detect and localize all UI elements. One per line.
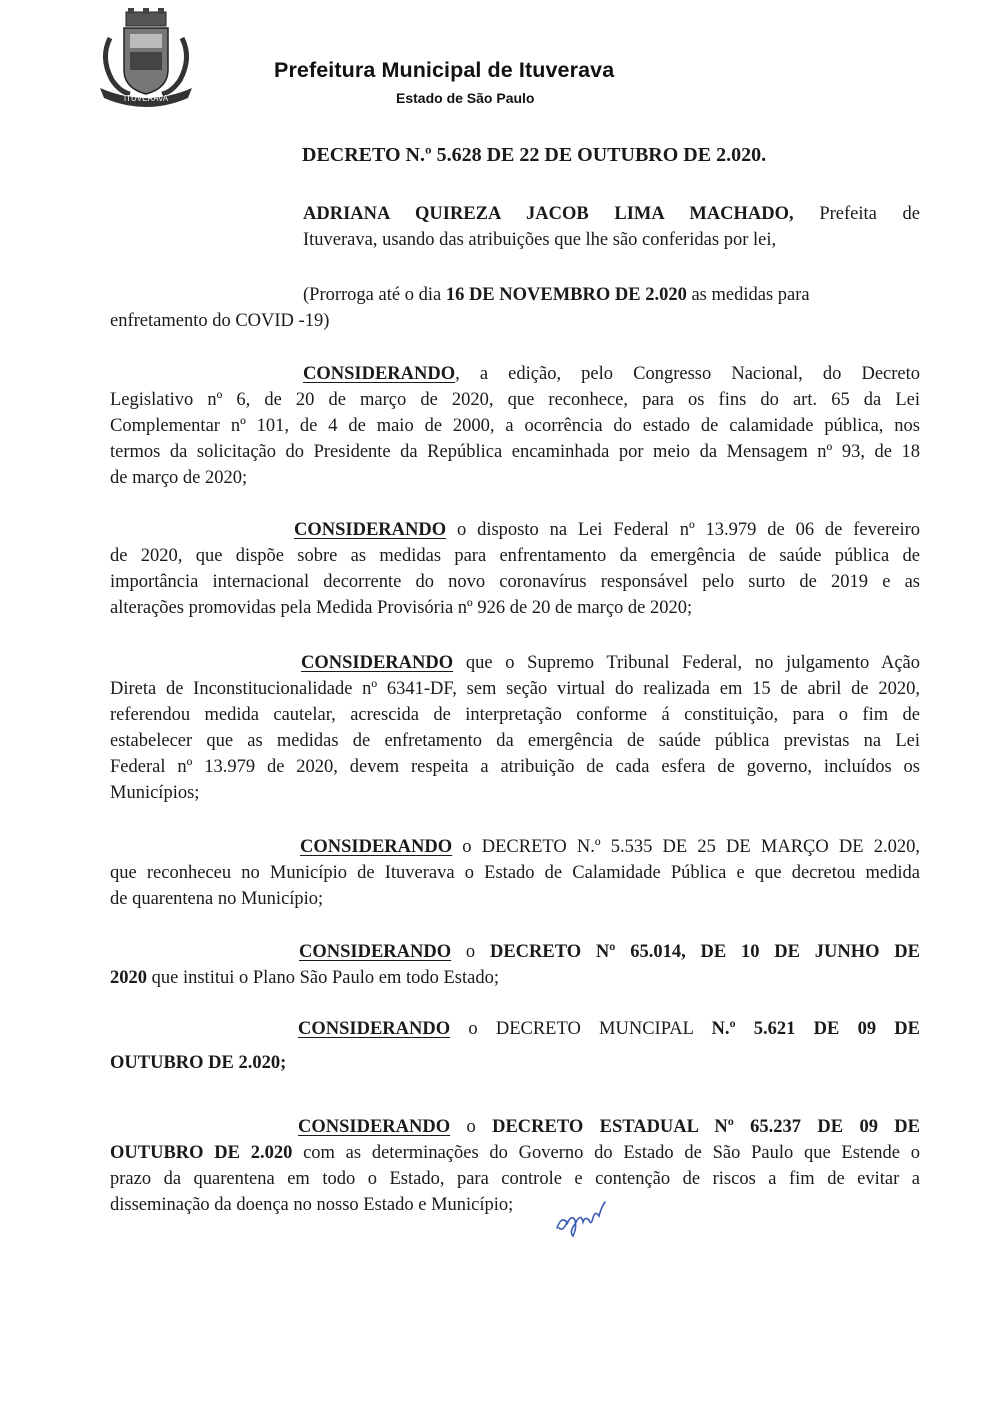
handwritten-initials-signature bbox=[553, 1198, 613, 1238]
svg-text:ITUVERAVA: ITUVERAVA bbox=[123, 94, 169, 103]
considerando-paragraph-2: CONSIDERANDO o disposto na Lei Federal nº 13.979 de 06 de fevereiro de 2020, que dispõe sobre as medidas para enfrentamento da emergência de saúde pública de importância internacional decorrente do novo coronavírus responsável pelo surto de 2019 e as alterações promovidas pela Medida Provisória nº 926 de 20 de março de 2020; bbox=[110, 520, 920, 618]
considerando-paragraph-3: CONSIDERANDO que o Supremo Tribunal Federal, no julgamento Ação Direta de Inconstitucionalidade nº 6341-DF, sem seção virtual do realizada em 15 de abril de 2020, referendou medida cautelar, acrescida de interpretação conforme á constituição, para o fim de estabelecer que as medidas de enfretamento da emergência de saúde pública previstas na Lei Federal nº 13.979 de 2020, devem respeita a atribuição de cada esfera de governo, incluídos os Municípios; bbox=[110, 653, 920, 803]
considerando-paragraph-5: CONSIDERANDO o DECRETO Nº 65.014, DE 10 DE JUNHO DE 2020 que institui o Plano São Paulo em todo Estado; bbox=[110, 942, 920, 988]
intro-paragraph: ADRIANA QUIREZA JACOB LIMA MACHADO, Prefeita de Ituverava, usando das atribuições que lhe são conferidas por lei, bbox=[303, 204, 920, 250]
considerando-paragraph-7: CONSIDERANDO o DECRETO ESTADUAL Nº 65.237 DE 09 DE OUTUBRO DE 2.020 com as determinações do Governo do Estado de São Paulo que Estende o prazo da quarentena em todo o Estado, para controle e contenção de riscos a fim de evitar a disseminação da doença no nosso Estado e Município; bbox=[110, 1117, 921, 1215]
organization-state: Estado de São Paulo bbox=[396, 90, 535, 106]
considerando-paragraph-6: CONSIDERANDO o DECRETO MUNCIPAL N.º 5.621 DE 09 DE OUTUBRO DE 2.020; bbox=[110, 1019, 920, 1073]
mayor-name: ADRIANA QUIREZA JACOB LIMA MACHADO, bbox=[303, 204, 794, 224]
considerando-paragraph-1: CONSIDERANDO, a edição, pelo Congresso Nacional, do Decreto Legislativo nº 6, de 20 de março de 2020, que reconhece, para os fins do art. 65 da Lei Complementar nº 101, de 4 de maio de 2000, a ocorrência do estado de calamidade pública, nos termos da solicitação do Presidente da República encaminhada por meio da Mensagem nº 93, de 18 de março de 2020; bbox=[110, 364, 920, 488]
decree-title: DECRETO N.º 5.628 DE 22 DE OUTUBRO DE 2.020. bbox=[302, 144, 767, 166]
municipal-crest-logo bbox=[90, 8, 202, 108]
organization-name: Prefeitura Municipal de Ituverava bbox=[274, 58, 615, 82]
considerando-paragraph-4: CONSIDERANDO o DECRETO N.º 5.535 DE 25 DE MARÇO DE 2.020, que reconheceu no Município de Ituverava o Estado de Calamidade Pública e que decretou medida de quarentena no Município; bbox=[110, 837, 920, 909]
decree-summary: (Prorroga até o dia 16 DE NOVEMBRO DE 2.020 as medidas para enfretamento do COVID -19) bbox=[110, 285, 810, 331]
